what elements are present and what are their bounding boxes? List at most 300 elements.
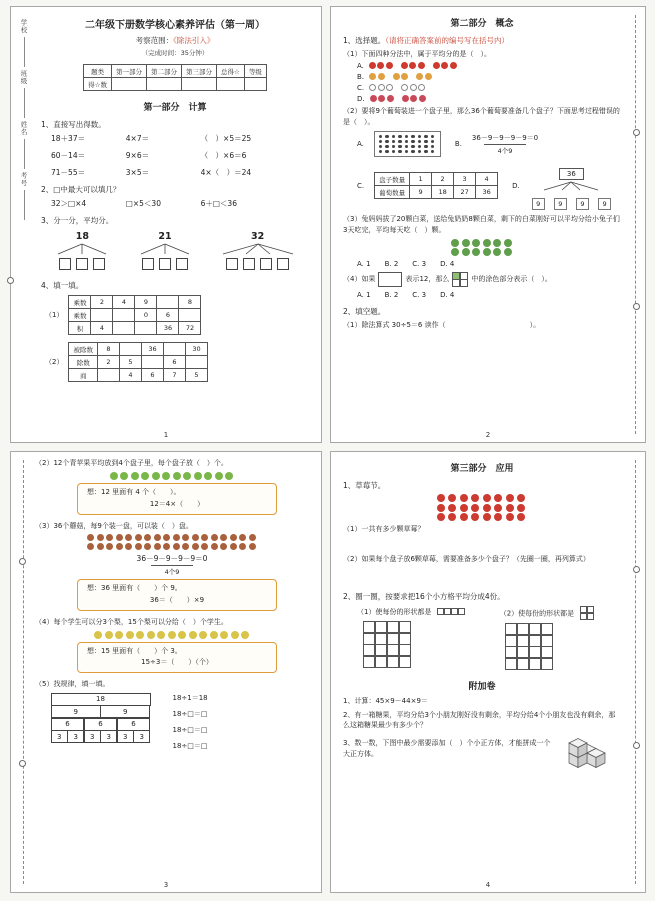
pear-icon bbox=[126, 631, 134, 639]
sub3-options: A. 1 B. 2 C. 3 D. 4 bbox=[357, 260, 455, 269]
sub2-text: （2）12个青苹果平均放到4个盘子里，每个盘子放（ ）个。 bbox=[35, 459, 228, 467]
answer-box bbox=[243, 258, 255, 270]
q4-part2 bbox=[41, 342, 309, 382]
value-cell bbox=[113, 309, 135, 322]
cabbage-icon bbox=[451, 239, 459, 247]
row-label-cell: 盘子数量 bbox=[375, 173, 410, 186]
value-cell bbox=[147, 78, 182, 91]
apple-band bbox=[110, 472, 235, 480]
grid-cell bbox=[529, 658, 541, 670]
strawberry-icon bbox=[506, 494, 514, 502]
part-value: 9 bbox=[598, 198, 611, 210]
name-label: 姓名 bbox=[19, 121, 28, 136]
strawberry-band bbox=[437, 494, 528, 521]
option-b-row bbox=[357, 73, 621, 81]
cabbage-band bbox=[451, 239, 513, 257]
table-row bbox=[51, 731, 151, 744]
row-label-cell: 3 bbox=[51, 730, 68, 743]
sub3-text: （3）36个蘑菇，每9个装一盘，可以装（ ）盘。 bbox=[35, 521, 193, 530]
cabbage-icon bbox=[483, 248, 491, 256]
fill-blank-sub1: （1）除法算式 30÷5＝6 读作（ ）。 bbox=[343, 321, 541, 330]
subtraction-line: 36－9－9－9－9＝0 bbox=[136, 553, 208, 563]
mushroom-icon bbox=[230, 534, 237, 541]
green-apple-icon bbox=[110, 472, 118, 480]
value-cell bbox=[112, 78, 147, 91]
answer-box bbox=[142, 258, 154, 270]
value-cell: 0 bbox=[135, 309, 157, 322]
q1-sub1-text: （1）下面四种分法中，属于平均分的是（ ）。 bbox=[343, 50, 491, 58]
strawberry-icon bbox=[448, 494, 456, 502]
pear-icon bbox=[157, 631, 165, 639]
binding-hole-icon bbox=[633, 742, 640, 749]
brace-label: 4个9 bbox=[151, 565, 194, 576]
grape-dot-icon bbox=[379, 140, 383, 144]
mushroom-band bbox=[87, 534, 257, 550]
grape-dot-icon bbox=[418, 150, 422, 154]
grid-cell bbox=[517, 635, 529, 647]
strawberry-icon bbox=[494, 504, 502, 512]
circle-icon bbox=[410, 84, 417, 91]
circle-icon bbox=[418, 84, 425, 91]
value-cell: 1 bbox=[410, 173, 432, 186]
mushroom-icon bbox=[116, 543, 123, 550]
grid-cell bbox=[529, 635, 541, 647]
option-letter: A. bbox=[357, 61, 364, 70]
option-letter: D. bbox=[512, 181, 520, 190]
grape-dot-icon bbox=[398, 150, 402, 154]
cabbage-icon bbox=[451, 248, 459, 256]
strawberry-icon bbox=[441, 62, 448, 69]
grape-dot-icon bbox=[392, 135, 396, 139]
page-3 bbox=[10, 451, 322, 893]
problem: 3×5＝ bbox=[125, 168, 150, 177]
binding-dash-line bbox=[635, 460, 636, 884]
grape-dot-icon bbox=[424, 135, 428, 139]
binding-hole-icon bbox=[633, 566, 640, 573]
green-apple-icon bbox=[225, 472, 233, 480]
value-cell: 总得☆ bbox=[217, 65, 245, 78]
mushroom-icon bbox=[239, 534, 246, 541]
grape-dot-icon bbox=[411, 150, 415, 154]
diagram-parts bbox=[530, 191, 613, 210]
pear-icon bbox=[136, 631, 144, 639]
mushroom-icon bbox=[211, 543, 218, 550]
row-label-cell: 被除数 bbox=[69, 343, 98, 356]
radish-icon bbox=[387, 95, 394, 102]
q3-diagrams bbox=[41, 231, 309, 274]
green-apple-icon bbox=[141, 472, 149, 480]
think-line-1: 想：15 里面有（ ）个 3。 bbox=[87, 646, 182, 655]
strawberry-icon bbox=[460, 494, 468, 502]
strawberry-icon bbox=[448, 504, 456, 512]
bonus-q3-block bbox=[343, 735, 621, 781]
value-cell: 6 bbox=[84, 718, 118, 731]
row-label-cell: 葡萄数量 bbox=[375, 186, 410, 199]
binding-dash-line bbox=[635, 15, 636, 434]
grape-dot-icon bbox=[379, 135, 383, 139]
value-cell: 8 bbox=[97, 343, 119, 356]
bonus-title: 附加卷 bbox=[468, 681, 496, 692]
sub4-text-start: （4）如果 bbox=[343, 275, 376, 284]
exam-scope bbox=[41, 35, 309, 46]
radish-group bbox=[370, 95, 394, 102]
grid-cell bbox=[517, 646, 529, 658]
grid-cell bbox=[375, 656, 387, 668]
section1-title: 第一部分 计算 bbox=[143, 103, 207, 113]
q1-problems bbox=[41, 133, 309, 178]
share-diagram-21 bbox=[133, 231, 197, 274]
green-apple-icon bbox=[194, 472, 202, 480]
sub4-text-mid: 表示12，那么 bbox=[405, 275, 450, 284]
shape-cell bbox=[444, 608, 451, 615]
strawberry-icon bbox=[517, 513, 525, 521]
think-line-2: 12＝4×（ ） bbox=[149, 499, 205, 508]
strawberry-group bbox=[401, 62, 425, 69]
value-cell: 3 bbox=[454, 173, 476, 186]
binding-hole-icon bbox=[7, 277, 14, 284]
value-cell bbox=[135, 322, 157, 335]
grid-4x4 bbox=[363, 622, 411, 668]
sub4-text-end: 中的涂色部分表示（ ）。 bbox=[471, 275, 552, 284]
circle-group bbox=[401, 84, 425, 91]
grape-dot-icon bbox=[411, 135, 415, 139]
problem: 9×6＝ bbox=[125, 151, 150, 160]
scope-book-title: 《除法引入》 bbox=[173, 36, 215, 45]
choice-label bbox=[343, 35, 621, 46]
value-cell bbox=[244, 78, 266, 91]
value-cell: 72 bbox=[179, 322, 201, 335]
think-line-2: 36＝（ ）×9 bbox=[149, 595, 205, 604]
radish-group bbox=[402, 95, 426, 102]
answer-box bbox=[277, 258, 289, 270]
answer-box bbox=[159, 258, 171, 270]
page-4 bbox=[330, 451, 646, 893]
problem: □×5＜30 bbox=[125, 199, 161, 208]
q1-label: 1、草莓节。 bbox=[343, 481, 386, 490]
grape-dot-icon bbox=[411, 145, 415, 149]
q1-sub3-text: （3）兔妈妈拔了20颗白菜，送给兔奶奶8颗白菜，剩下的白菜刚好可以平均分给小兔子们3天吃完，平均每天吃（ ）颗。 bbox=[343, 215, 620, 234]
pear-icon bbox=[178, 631, 186, 639]
answer-space bbox=[343, 537, 621, 551]
think-line-1: 想：12 里面有 4 个（ ）。 bbox=[87, 487, 181, 496]
diagram-total: 36 bbox=[559, 168, 584, 180]
page1-content bbox=[41, 16, 309, 382]
value-cell: 8 bbox=[179, 296, 201, 309]
value-cell: 7 bbox=[163, 369, 185, 382]
grid-cell bbox=[541, 646, 553, 658]
write-line bbox=[24, 88, 25, 118]
mushroom-icon bbox=[249, 534, 256, 541]
grape-dot-icon bbox=[424, 145, 428, 149]
radish-icon bbox=[378, 95, 385, 102]
exam-number-label: 考号 bbox=[19, 172, 28, 187]
strawberry-icon bbox=[506, 504, 514, 512]
branch-lines-group bbox=[544, 182, 598, 190]
page3-content bbox=[35, 458, 309, 757]
division-table bbox=[68, 342, 208, 382]
pineapple-icon bbox=[416, 73, 423, 80]
q3-label: 3、分一分，平均分。 bbox=[41, 216, 114, 225]
think-box-pears bbox=[77, 642, 277, 674]
option-d-block bbox=[512, 161, 613, 210]
strawberry-icon bbox=[517, 504, 525, 512]
grid-cell bbox=[399, 633, 411, 645]
mushroom-icon bbox=[135, 534, 142, 541]
problem: 6＋□＜36 bbox=[200, 199, 237, 208]
grape-dot-icon bbox=[379, 145, 383, 149]
write-line bbox=[24, 190, 25, 220]
grape-dot-icon bbox=[431, 135, 435, 139]
binding-hole-icon bbox=[19, 558, 26, 565]
problem: 71－55＝ bbox=[51, 168, 86, 177]
value-cell: 6 bbox=[163, 356, 185, 369]
mushroom-icon bbox=[239, 543, 246, 550]
circle-icon bbox=[386, 84, 393, 91]
mushroom-icon bbox=[249, 543, 256, 550]
value-cell: 18 bbox=[432, 186, 454, 199]
mushroom-icon bbox=[230, 543, 237, 550]
strawberry-icon bbox=[401, 62, 408, 69]
scope-prefix: 考察范围： bbox=[135, 36, 174, 45]
cabbage-icon bbox=[462, 248, 470, 256]
value-cell: 2 bbox=[91, 296, 113, 309]
number-pyramid-table bbox=[51, 693, 151, 743]
think-line-2: 15÷3＝（ ）（个） bbox=[141, 658, 213, 667]
row-label-cell: 6 bbox=[51, 718, 85, 731]
green-apple-icon bbox=[152, 472, 160, 480]
grape-dot-icon bbox=[424, 140, 428, 144]
grape-dot-icon bbox=[431, 150, 435, 154]
value-cell: 9 bbox=[100, 705, 150, 718]
strawberry-group bbox=[433, 62, 457, 69]
mushroom-icon bbox=[97, 534, 104, 541]
branch-lines bbox=[133, 243, 197, 255]
value-cell bbox=[182, 78, 217, 91]
q4-part1 bbox=[41, 295, 309, 335]
problem: 60－14＝ bbox=[51, 151, 86, 160]
green-apple-icon bbox=[131, 472, 139, 480]
option-letter: C. bbox=[357, 181, 365, 190]
answer-box bbox=[76, 258, 88, 270]
answer-boxes bbox=[50, 255, 114, 274]
cubes-group bbox=[569, 739, 605, 768]
grape-dot-grid bbox=[374, 131, 441, 158]
option-d-row bbox=[357, 95, 621, 103]
square-shape-figure bbox=[580, 607, 594, 620]
mushroom-icon bbox=[220, 534, 227, 541]
bonus-q1: 1、计算：45×9－44×9＝ bbox=[343, 696, 428, 705]
green-apple-icon bbox=[204, 472, 212, 480]
cabbage-icon bbox=[493, 248, 501, 256]
value-cell: 9 bbox=[410, 186, 432, 199]
table-row bbox=[375, 173, 498, 186]
strawberry-icon bbox=[418, 62, 425, 69]
write-line bbox=[24, 37, 25, 67]
value-cell bbox=[163, 343, 185, 356]
radish-icon bbox=[410, 95, 417, 102]
radish-icon bbox=[370, 95, 377, 102]
table-row bbox=[69, 369, 208, 382]
binding-hole-icon bbox=[633, 129, 640, 136]
subtraction-line: 36－9－9－9－9＝0 bbox=[471, 133, 539, 142]
table-row bbox=[69, 309, 201, 322]
strawberry-icon bbox=[483, 504, 491, 512]
value-cell: 第三部分 bbox=[182, 65, 217, 78]
row-label-cell: 商 bbox=[69, 369, 98, 382]
mushroom-icon bbox=[135, 543, 142, 550]
value-cell: 3 bbox=[117, 730, 134, 743]
grape-dot-icon bbox=[405, 150, 409, 154]
grid-cell bbox=[363, 656, 375, 668]
grape-dot-icon bbox=[405, 145, 409, 149]
value-cell: 第二部分 bbox=[147, 65, 182, 78]
mushroom-icon bbox=[106, 543, 113, 550]
table-row bbox=[84, 65, 267, 78]
repeated-subtraction bbox=[35, 553, 309, 576]
option-c-row bbox=[357, 84, 621, 92]
row-label-cell: 乘数 bbox=[69, 309, 91, 322]
grid-cell bbox=[375, 633, 387, 645]
grape-dot-icon bbox=[385, 145, 389, 149]
grape-dot-icon bbox=[392, 140, 396, 144]
grid-cell bbox=[529, 646, 541, 658]
option-letter: A. bbox=[357, 139, 364, 148]
mushroom-icon bbox=[182, 534, 189, 541]
shape-cell bbox=[458, 608, 465, 615]
radish-icon bbox=[419, 95, 426, 102]
diagram-number: 21 bbox=[158, 231, 172, 242]
q2-sub2-text bbox=[500, 607, 595, 620]
answer-box bbox=[176, 258, 188, 270]
grid-cell bbox=[541, 658, 553, 670]
branch-lines bbox=[50, 243, 114, 255]
cabbage-icon bbox=[493, 239, 501, 247]
table-row bbox=[69, 296, 201, 309]
strawberry-icon bbox=[471, 513, 479, 521]
strawberry-icon bbox=[386, 62, 393, 69]
mushroom-icon bbox=[87, 543, 94, 550]
mushroom-icon bbox=[163, 543, 170, 550]
multiplication-table bbox=[68, 295, 201, 335]
share-diagram-32 bbox=[216, 231, 300, 274]
diagram-number: 18 bbox=[75, 231, 89, 242]
value-cell bbox=[91, 309, 113, 322]
mushroom-icon bbox=[154, 534, 161, 541]
choice-note: （请将正确答案前的编号写在括号内） bbox=[385, 36, 510, 45]
bonus-q2: 2、有一箱糖果，平均分给3个小朋友刚好没有剩余，平均分给4个小朋友也没有剩余，那么这箱糖果最少有多少个？ bbox=[343, 710, 616, 730]
grape-dot-icon bbox=[392, 150, 396, 154]
value-cell bbox=[157, 296, 179, 309]
pear-icon bbox=[147, 631, 155, 639]
pear-icon bbox=[189, 631, 197, 639]
value-cell: 27 bbox=[454, 186, 476, 199]
value-cell bbox=[141, 356, 163, 369]
cabbage-icon bbox=[472, 239, 480, 247]
equation: 18÷1＝18 bbox=[172, 694, 208, 703]
mushroom-icon bbox=[201, 543, 208, 550]
section2-title: 第二部分 概念 bbox=[450, 19, 514, 29]
strawberry-icon bbox=[483, 494, 491, 502]
answer-box bbox=[93, 258, 105, 270]
page4-content bbox=[343, 461, 621, 781]
mushroom-icon bbox=[220, 543, 227, 550]
table-row bbox=[375, 186, 498, 199]
strawberry-icon bbox=[448, 513, 456, 521]
branch-lines bbox=[216, 243, 300, 255]
grape-dot-icon bbox=[398, 145, 402, 149]
grape-dot-icon bbox=[411, 140, 415, 144]
value-cell: 2 bbox=[432, 173, 454, 186]
q1-sub2: （2）如果每个盘子放6颗草莓，需要准备多少个盘子？（先圈一圈，再列算式） bbox=[343, 554, 590, 563]
value-cell: 5 bbox=[185, 369, 207, 382]
q2-sub1-label: （1）使每份的形状都是 bbox=[357, 607, 432, 616]
answer-boxes bbox=[216, 255, 300, 274]
strawberry-icon bbox=[437, 504, 445, 512]
mushroom-icon bbox=[211, 534, 218, 541]
grid-cell bbox=[541, 623, 553, 635]
part-value: 9 bbox=[554, 198, 567, 210]
q2-problems bbox=[41, 198, 309, 209]
page-number: 4 bbox=[485, 881, 491, 889]
pattern-block bbox=[35, 693, 309, 757]
strawberry-icon bbox=[450, 62, 457, 69]
table-row bbox=[69, 343, 208, 356]
share-diagram-18 bbox=[50, 231, 114, 274]
circle-icon bbox=[378, 84, 385, 91]
mushroom-icon bbox=[173, 534, 180, 541]
grid-cell bbox=[505, 646, 517, 658]
page-1 bbox=[10, 6, 322, 443]
sub2-options-row1 bbox=[357, 131, 621, 158]
strawberry-icon bbox=[369, 62, 376, 69]
q2-label: 2、圈一圈，按要求把16个小方格平均分成4份。 bbox=[343, 591, 505, 601]
q1-sub4-text bbox=[343, 272, 621, 287]
cabbage-icon bbox=[483, 239, 491, 247]
page-number: 1 bbox=[163, 431, 169, 439]
paper-title: 二年级下册数学核心素养评估（第一周） bbox=[85, 20, 265, 31]
strawberry-icon bbox=[409, 62, 416, 69]
grid-cell bbox=[399, 656, 411, 668]
value-cell bbox=[119, 343, 141, 356]
value-cell: 第一部分 bbox=[112, 65, 147, 78]
strawberry-icon bbox=[471, 494, 479, 502]
strawberry-icon bbox=[460, 513, 468, 521]
part-value: 9 bbox=[576, 198, 589, 210]
row-label-cell: 题类 bbox=[84, 65, 112, 78]
value-cell bbox=[217, 78, 245, 91]
grape-dot-icon bbox=[385, 140, 389, 144]
pear-icon bbox=[241, 631, 249, 639]
pear-icon bbox=[105, 631, 113, 639]
binding-hole-icon bbox=[19, 760, 26, 767]
page-number: 3 bbox=[163, 881, 169, 889]
option-letter: D. bbox=[357, 94, 365, 103]
time-limit-note: （完成时间：35分钟） bbox=[141, 49, 209, 57]
grid-4x4 bbox=[506, 624, 554, 670]
grid-cell bbox=[517, 623, 529, 635]
mushroom-icon bbox=[116, 534, 123, 541]
radish-icon bbox=[402, 95, 409, 102]
pear-icon bbox=[199, 631, 207, 639]
value-cell bbox=[113, 322, 135, 335]
q1-sub2-text: （2）要将9个葡萄装进一个盘子里，那么36个葡萄要准备几个盘子？下面思考过程错误的是（ ）。 bbox=[343, 106, 620, 126]
grid-cell bbox=[387, 633, 399, 645]
grape-dot-icon bbox=[431, 140, 435, 144]
grape-dot-icon bbox=[379, 150, 383, 154]
strawberry-icon bbox=[494, 513, 502, 521]
grid-cell bbox=[387, 621, 399, 633]
grid-cell bbox=[505, 658, 517, 670]
